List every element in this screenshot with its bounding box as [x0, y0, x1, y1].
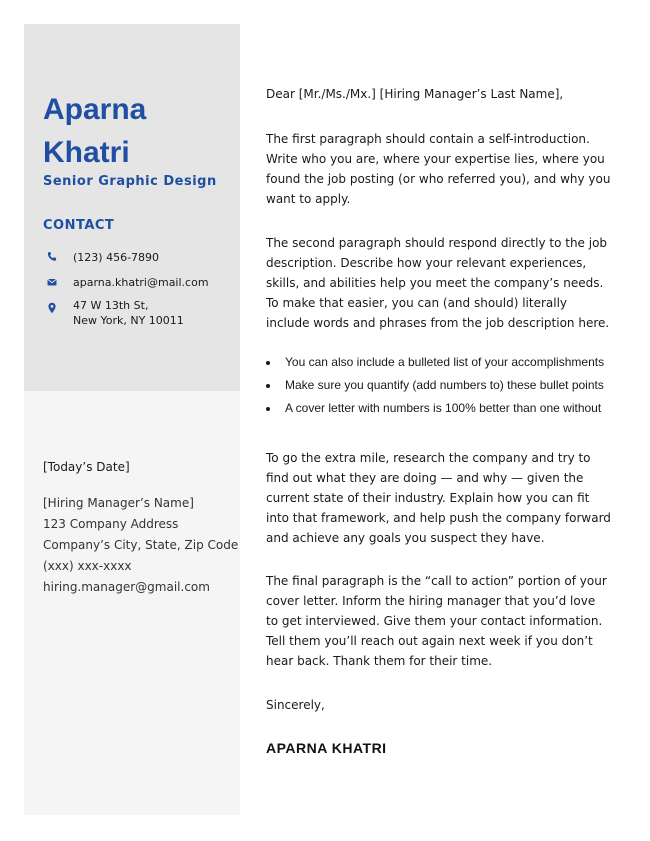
recipient-name: [Hiring Manager’s Name]	[43, 496, 194, 510]
email-address: aparna.khatri@mail.com	[73, 276, 209, 289]
list-item: You can also include a bulleted list of your accomplishments	[266, 355, 616, 378]
signature: APARNA KHATRI	[266, 740, 387, 756]
closing: Sincerely,	[266, 698, 325, 712]
first-name: Aparna	[43, 93, 147, 126]
recipient-address: 123 Company Address	[43, 517, 179, 531]
phone-number: (123) 456-7890	[73, 251, 160, 264]
paragraph-job-fit: The second paragraph should respond directly to the job description. Describe how your relevant experiences, skills, and abilities help you meet the company’s needs. To make that easier, you can (and should) literally include words and phrases from the job description here.	[266, 236, 610, 330]
paragraph-research: To go the extra mile, research the company and try to find out what they are doing — and why — given the current state of their industry. Explain how you can fit into that framework, and help push the company forward and achieve any goals you suspect they have.	[266, 451, 611, 545]
phone-icon	[46, 251, 58, 263]
letter-date: [Today’s Date]	[43, 460, 130, 474]
list-item: A cover letter with numbers is 100% better than one without	[266, 401, 616, 424]
envelope-icon	[46, 276, 58, 288]
address-line-1: 47 W 13th St,	[73, 299, 149, 312]
paragraph-intro: The first paragraph should contain a self-introduction. Write who you are, where your expertise lies, where you found the job posting (or who referred you), and why you want to apply.	[266, 132, 611, 206]
recipient-city: Company’s City, State, Zip Code	[43, 538, 239, 552]
map-pin-icon	[46, 302, 58, 314]
sidebar-header	[24, 24, 240, 391]
recipient-email: hiring.manager@gmail.com	[43, 580, 210, 594]
contact-heading: CONTACT	[43, 218, 115, 233]
candidate-name	[43, 88, 233, 174]
paragraph-call-to-action: The final paragraph is the “call to action” portion of your cover letter. Inform the hiring manager that you’d love to get interviewed. Give them your contact information. Tell them you’ll reach out again next week if you don’t hear back. Thank them for their time.	[266, 574, 607, 668]
job-title: Senior Graphic Design	[43, 174, 217, 189]
last-name: Khatri	[43, 136, 130, 169]
recipient-block	[43, 493, 238, 598]
address-text	[73, 298, 184, 328]
salutation: Dear [Mr./Ms./Mx.] [Hiring Manager’s Last Name],	[266, 87, 564, 101]
address-line-2: New York, NY 10011	[73, 314, 184, 327]
accomplishment-list	[266, 355, 616, 424]
list-item: Make sure you quantify (add numbers to) these bullet points	[266, 378, 616, 401]
recipient-phone: (xxx) xxx-xxxx	[43, 559, 132, 573]
sidebar	[24, 24, 240, 815]
